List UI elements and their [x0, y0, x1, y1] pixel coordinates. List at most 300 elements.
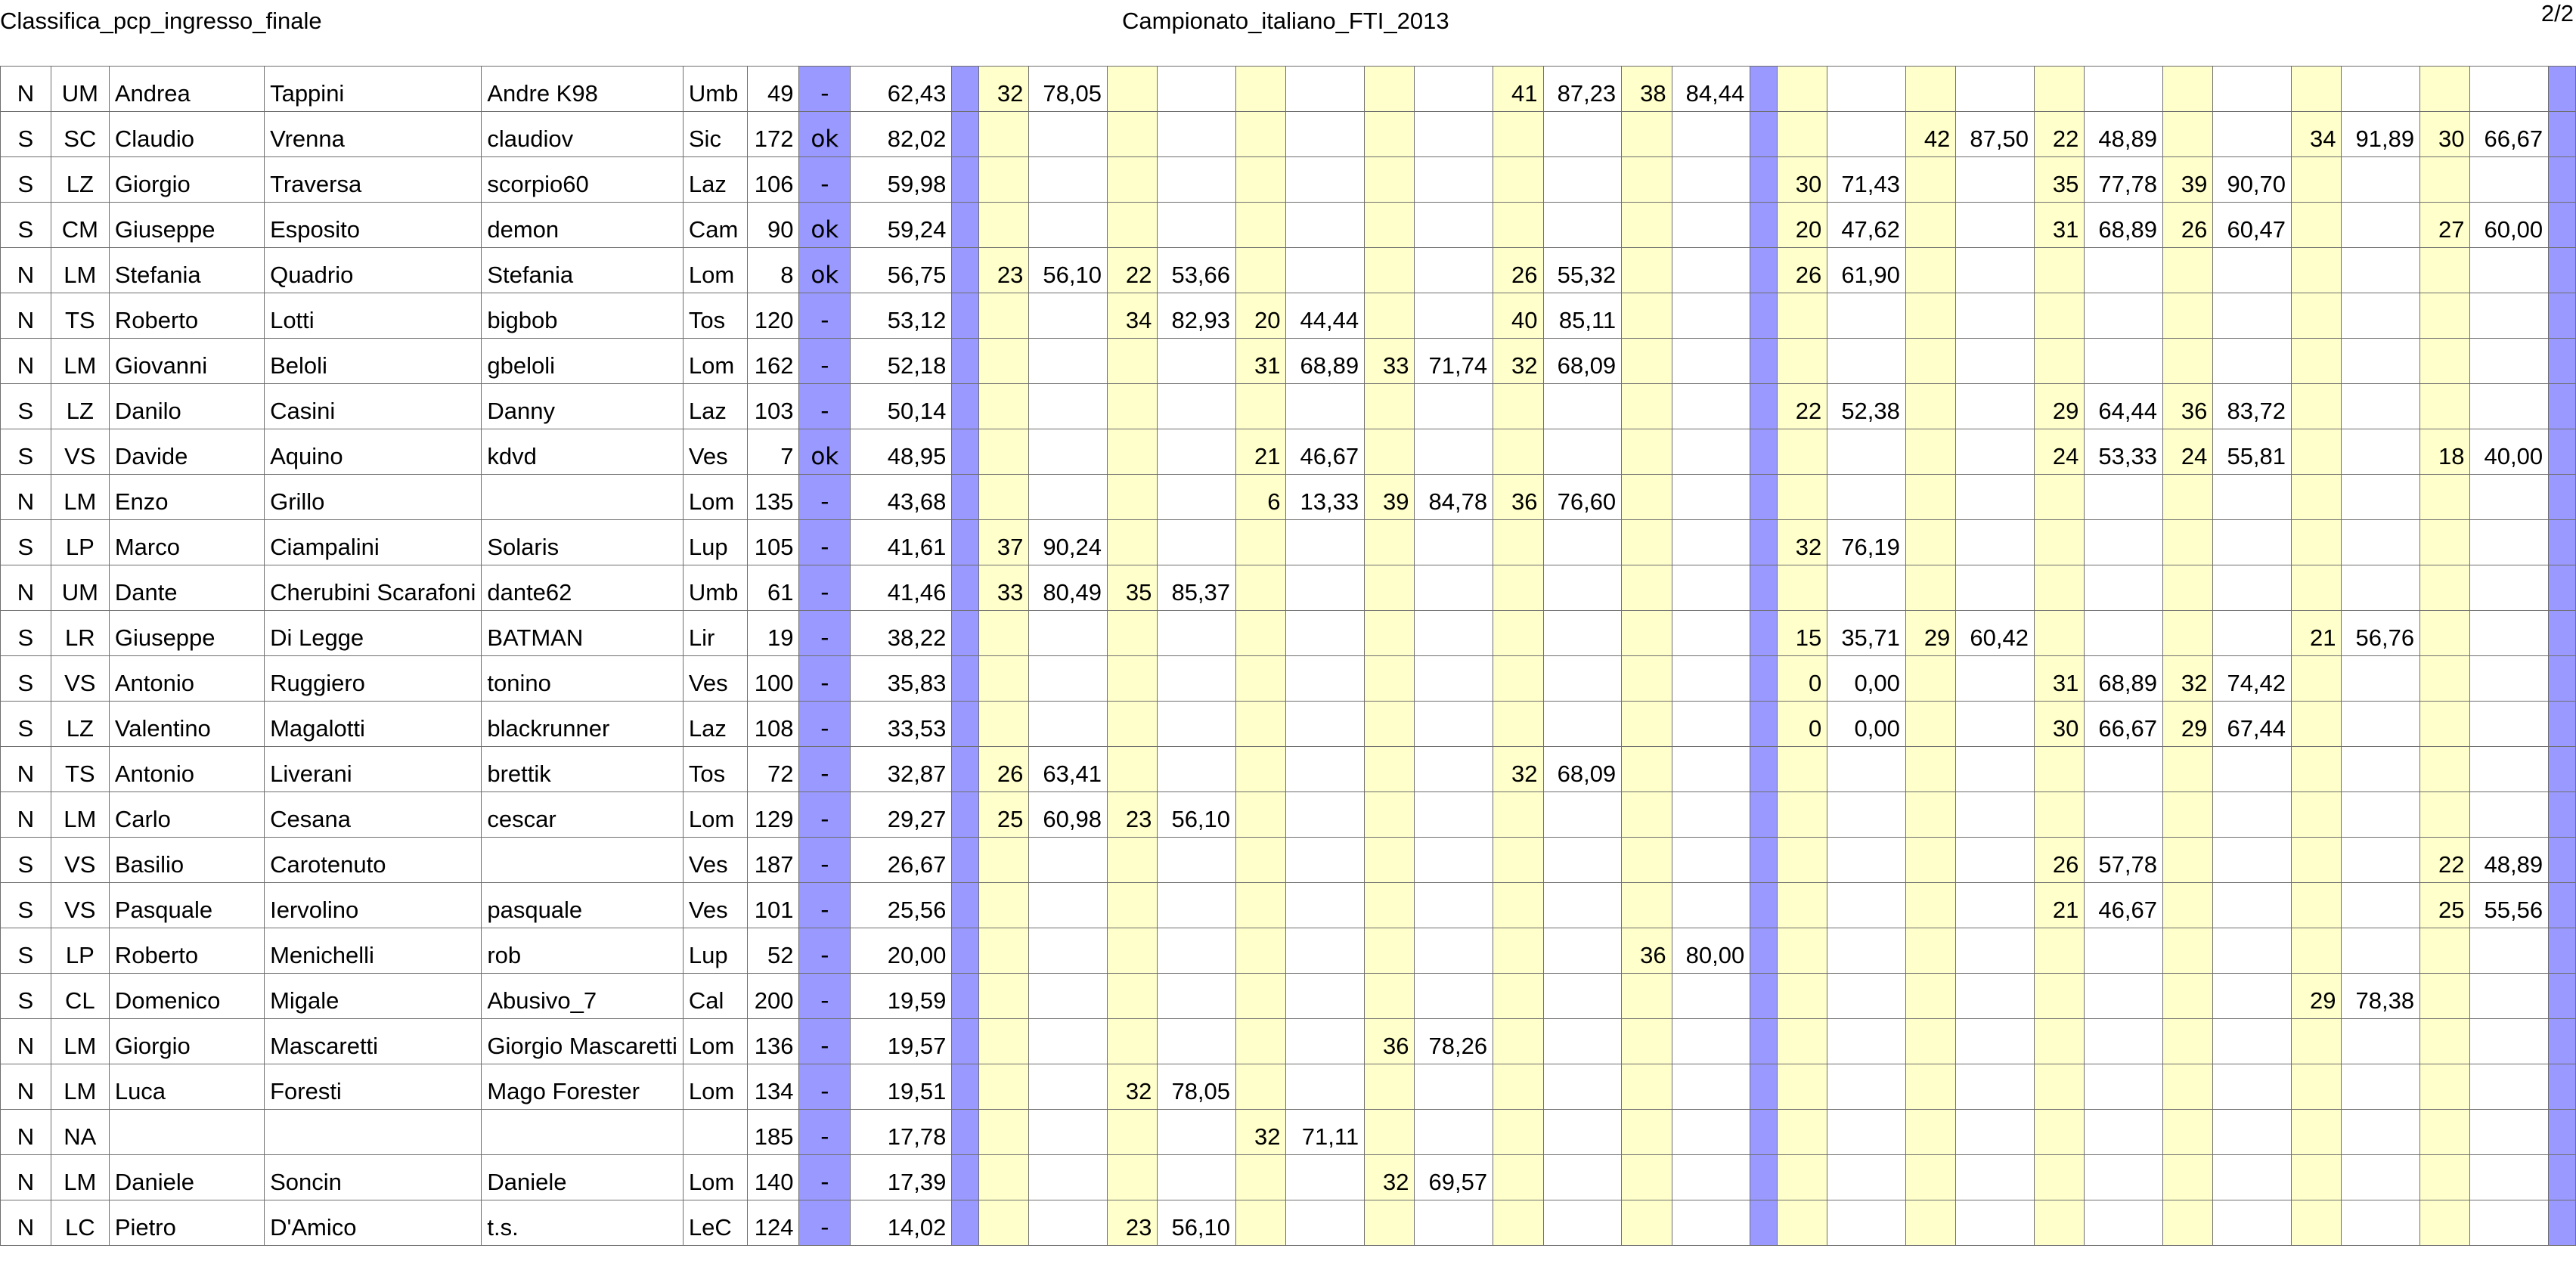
points-cell: 31 — [2034, 203, 2084, 248]
category-cell: S — [1, 384, 51, 429]
points-cell: 22 — [2420, 838, 2470, 883]
separator-cell — [2549, 883, 2576, 928]
separator-cell — [952, 475, 979, 520]
points-cell — [978, 293, 1028, 339]
points-cell: 35 — [2034, 157, 2084, 203]
first-name-cell: Danilo — [109, 384, 264, 429]
points-cell — [1622, 384, 1672, 429]
percent-cell — [2470, 747, 2549, 792]
separator-cell — [2549, 611, 2576, 656]
nickname-cell: gbeloli — [482, 339, 684, 384]
points-cell — [2292, 384, 2342, 429]
points-cell — [1622, 1064, 1672, 1110]
percent-cell — [1672, 339, 1750, 384]
points-cell — [2034, 747, 2084, 792]
region-code-cell: VS — [51, 838, 109, 883]
score-cell: 43,68 — [851, 475, 952, 520]
points-cell — [978, 384, 1028, 429]
points-cell — [1365, 1200, 1415, 1246]
points-cell — [978, 339, 1028, 384]
percent-cell: 78,05 — [1029, 67, 1108, 112]
check-cell: ok — [799, 203, 851, 248]
separator-cell — [1750, 67, 1778, 112]
percent-cell — [1286, 248, 1365, 293]
table-row — [1, 656, 2576, 702]
region-cell: Lom — [683, 1064, 747, 1110]
points-cell — [1236, 112, 1286, 157]
points-cell — [2034, 974, 2084, 1019]
points-cell — [978, 883, 1028, 928]
points-cell — [2292, 429, 2342, 475]
points-cell — [1493, 157, 1543, 203]
separator-cell — [1750, 475, 1778, 520]
percent-cell — [1543, 203, 1622, 248]
percent-cell: 78,05 — [1158, 1064, 1236, 1110]
points-cell — [2420, 1110, 2470, 1155]
region-code-cell: LM — [51, 339, 109, 384]
percent-cell — [1286, 1200, 1365, 1246]
check-cell: - — [799, 520, 851, 565]
separator-cell — [2549, 1019, 2576, 1064]
points-cell — [2162, 112, 2212, 157]
category-cell: N — [1, 67, 51, 112]
category-cell: S — [1, 702, 51, 747]
points-cell — [1107, 883, 1157, 928]
percent-cell — [1029, 702, 1108, 747]
percent-cell — [1415, 656, 1493, 702]
region-code-cell: VS — [51, 883, 109, 928]
percent-cell — [2213, 928, 2292, 974]
points-cell — [2420, 1064, 2470, 1110]
separator-cell — [1750, 384, 1778, 429]
percent-cell — [1956, 339, 2035, 384]
score-cell: 38,22 — [851, 611, 952, 656]
separator-cell — [1750, 112, 1778, 157]
percent-cell — [1158, 928, 1236, 974]
first-name-cell: Claudio — [109, 112, 264, 157]
points-cell: 0 — [1777, 702, 1827, 747]
region-cell: Cal — [683, 974, 747, 1019]
percent-cell — [1158, 883, 1236, 928]
check-cell: ok — [799, 112, 851, 157]
points-cell — [1493, 974, 1543, 1019]
score-cell: 29,27 — [851, 792, 952, 838]
points-cell — [2034, 1064, 2084, 1110]
table-row — [1, 248, 2576, 293]
points-cell — [1493, 112, 1543, 157]
first-name-cell: Carlo — [109, 792, 264, 838]
percent-cell: 66,67 — [2085, 702, 2163, 747]
percent-cell — [1827, 838, 1906, 883]
table-row — [1, 1110, 2576, 1155]
last-name-cell: Aquino — [265, 429, 482, 475]
last-name-cell: Mascaretti — [265, 1019, 482, 1064]
score-cell: 19,51 — [851, 1064, 952, 1110]
region-code-cell: LR — [51, 611, 109, 656]
points-cell — [1107, 384, 1157, 429]
points-cell — [1493, 1200, 1543, 1246]
percent-cell — [1286, 203, 1365, 248]
nickname-cell — [482, 1110, 684, 1155]
points-cell: 26 — [978, 747, 1028, 792]
percent-cell: 56,76 — [2342, 611, 2420, 656]
points-cell — [1905, 792, 1955, 838]
percent-cell: 53,66 — [1158, 248, 1236, 293]
points-cell — [2162, 1064, 2212, 1110]
points-cell: 34 — [2292, 112, 2342, 157]
points-cell — [1905, 1019, 1955, 1064]
percent-cell: 63,41 — [1029, 747, 1108, 792]
separator-cell — [2549, 429, 2576, 475]
points-cell — [2162, 1019, 2212, 1064]
region-code-cell: UM — [51, 67, 109, 112]
check-cell: - — [799, 792, 851, 838]
separator-cell — [952, 747, 979, 792]
nickname-cell: rob — [482, 928, 684, 974]
percent-cell — [1029, 656, 1108, 702]
percent-cell — [2085, 520, 2163, 565]
points-cell — [1236, 702, 1286, 747]
percent-cell: 64,44 — [2085, 384, 2163, 429]
separator-cell — [2549, 520, 2576, 565]
category-cell: S — [1, 883, 51, 928]
points-cell — [2292, 656, 2342, 702]
separator-cell — [2549, 67, 2576, 112]
points-cell — [1493, 520, 1543, 565]
category-cell: S — [1, 974, 51, 1019]
percent-cell — [2470, 1019, 2549, 1064]
points-cell — [1107, 838, 1157, 883]
first-name-cell: Giuseppe — [109, 203, 264, 248]
percent-cell — [1672, 520, 1750, 565]
check-cell: - — [799, 838, 851, 883]
category-cell: N — [1, 248, 51, 293]
points-cell: 23 — [1107, 792, 1157, 838]
percent-cell — [1158, 339, 1236, 384]
check-cell: - — [799, 656, 851, 702]
table-row — [1, 974, 2576, 1019]
points-cell — [978, 1155, 1028, 1200]
points-cell — [1365, 928, 1415, 974]
percent-cell — [1827, 1110, 1906, 1155]
nickname-cell: claudiov — [482, 112, 684, 157]
points-cell — [978, 702, 1028, 747]
points-cell — [1493, 429, 1543, 475]
percent-cell — [2342, 248, 2420, 293]
points-cell — [1236, 838, 1286, 883]
points-cell — [1905, 747, 1955, 792]
points-cell — [2162, 1110, 2212, 1155]
points-cell: 29 — [2162, 702, 2212, 747]
check-cell: ok — [799, 248, 851, 293]
table-row — [1, 1200, 2576, 1246]
region-code-cell: SC — [51, 112, 109, 157]
score-cell: 32,87 — [851, 747, 952, 792]
points-cell — [978, 429, 1028, 475]
percent-cell — [2085, 67, 2163, 112]
points-cell — [2162, 339, 2212, 384]
category-cell: S — [1, 157, 51, 203]
points-cell — [1107, 1110, 1157, 1155]
last-name-cell: Menichelli — [265, 928, 482, 974]
points-cell: 35 — [1107, 565, 1157, 611]
separator-cell — [2549, 112, 2576, 157]
separator-cell — [952, 112, 979, 157]
nickname-cell — [482, 838, 684, 883]
id-cell: 162 — [747, 339, 799, 384]
first-name-cell: Roberto — [109, 293, 264, 339]
points-cell — [2292, 1200, 2342, 1246]
separator-cell — [2549, 1110, 2576, 1155]
points-cell — [1365, 520, 1415, 565]
points-cell — [2162, 838, 2212, 883]
points-cell — [1905, 1110, 1955, 1155]
points-cell — [1107, 702, 1157, 747]
category-cell: S — [1, 520, 51, 565]
percent-cell — [1029, 883, 1108, 928]
percent-cell — [1956, 520, 2035, 565]
percent-cell — [2470, 974, 2549, 1019]
points-cell — [1622, 475, 1672, 520]
percent-cell — [1029, 1155, 1108, 1200]
points-cell — [1777, 1110, 1827, 1155]
points-cell — [2034, 792, 2084, 838]
points-cell — [2292, 520, 2342, 565]
points-cell — [2292, 1110, 2342, 1155]
percent-cell: 68,09 — [1543, 747, 1622, 792]
points-cell — [978, 1064, 1028, 1110]
separator-cell — [1750, 1155, 1778, 1200]
points-cell — [2420, 656, 2470, 702]
points-cell — [1622, 883, 1672, 928]
points-cell — [1493, 1064, 1543, 1110]
points-cell — [2292, 157, 2342, 203]
percent-cell — [1672, 883, 1750, 928]
first-name-cell: Enzo — [109, 475, 264, 520]
points-cell: 20 — [1236, 293, 1286, 339]
category-cell: N — [1, 792, 51, 838]
category-cell: N — [1, 475, 51, 520]
category-cell: S — [1, 656, 51, 702]
percent-cell — [1672, 293, 1750, 339]
percent-cell — [1672, 565, 1750, 611]
region-cell: Laz — [683, 702, 747, 747]
score-cell: 41,61 — [851, 520, 952, 565]
separator-cell — [2549, 565, 2576, 611]
percent-cell — [1827, 792, 1906, 838]
first-name-cell: Stefania — [109, 248, 264, 293]
score-cell: 52,18 — [851, 339, 952, 384]
separator-cell — [952, 656, 979, 702]
region-cell: Lup — [683, 520, 747, 565]
percent-cell — [2213, 248, 2292, 293]
percent-cell — [2213, 1200, 2292, 1246]
percent-cell: 80,49 — [1029, 565, 1108, 611]
last-name-cell: Tappini — [265, 67, 482, 112]
points-cell — [2292, 792, 2342, 838]
score-cell: 20,00 — [851, 928, 952, 974]
percent-cell — [2470, 1064, 2549, 1110]
percent-cell — [1827, 1064, 1906, 1110]
percent-cell — [1956, 928, 2035, 974]
points-cell: 29 — [2292, 974, 2342, 1019]
percent-cell — [2342, 1200, 2420, 1246]
percent-cell — [1543, 1155, 1622, 1200]
percent-cell — [1286, 1155, 1365, 1200]
percent-cell — [1543, 1064, 1622, 1110]
percent-cell — [1286, 67, 1365, 112]
percent-cell — [2085, 1110, 2163, 1155]
first-name-cell: Basilio — [109, 838, 264, 883]
region-code-cell: LZ — [51, 702, 109, 747]
separator-cell — [1750, 429, 1778, 475]
points-cell — [1365, 112, 1415, 157]
points-cell — [1236, 974, 1286, 1019]
points-cell — [1777, 565, 1827, 611]
separator-cell — [1750, 883, 1778, 928]
points-cell — [2292, 565, 2342, 611]
first-name-cell: Andrea — [109, 67, 264, 112]
points-cell: 0 — [1777, 656, 1827, 702]
percent-cell — [1672, 1064, 1750, 1110]
points-cell — [1622, 339, 1672, 384]
points-cell — [1107, 475, 1157, 520]
score-cell: 82,02 — [851, 112, 952, 157]
region-cell: Umb — [683, 67, 747, 112]
points-cell: 24 — [2162, 429, 2212, 475]
percent-cell — [1029, 974, 1108, 1019]
nickname-cell: kdvd — [482, 429, 684, 475]
points-cell: 36 — [1622, 928, 1672, 974]
percent-cell — [1543, 883, 1622, 928]
region-cell: Lup — [683, 928, 747, 974]
score-cell: 17,78 — [851, 1110, 952, 1155]
points-cell — [1905, 1200, 1955, 1246]
points-cell — [1236, 1019, 1286, 1064]
percent-cell — [1956, 384, 2035, 429]
points-cell — [2034, 611, 2084, 656]
points-cell — [1365, 1110, 1415, 1155]
id-cell: 136 — [747, 1019, 799, 1064]
percent-cell: 68,09 — [1543, 339, 1622, 384]
separator-cell — [2549, 1200, 2576, 1246]
points-cell — [1107, 203, 1157, 248]
points-cell — [1365, 248, 1415, 293]
points-cell — [2292, 1019, 2342, 1064]
category-cell: N — [1, 1064, 51, 1110]
id-cell: 100 — [747, 656, 799, 702]
last-name-cell — [265, 1110, 482, 1155]
separator-cell — [952, 1019, 979, 1064]
region-code-cell: TS — [51, 293, 109, 339]
points-cell: 32 — [1107, 1064, 1157, 1110]
points-cell: 32 — [1493, 747, 1543, 792]
percent-cell — [2213, 1064, 2292, 1110]
check-cell: - — [799, 1200, 851, 1246]
table-row — [1, 203, 2576, 248]
percent-cell — [2342, 1019, 2420, 1064]
nickname-cell: pasquale — [482, 883, 684, 928]
percent-cell — [1029, 203, 1108, 248]
region-cell: Ves — [683, 429, 747, 475]
separator-cell — [952, 203, 979, 248]
points-cell — [1236, 384, 1286, 429]
percent-cell: 84,44 — [1672, 67, 1750, 112]
points-cell: 41 — [1493, 67, 1543, 112]
percent-cell — [1956, 1019, 2035, 1064]
percent-cell — [2213, 565, 2292, 611]
separator-cell — [2549, 384, 2576, 429]
percent-cell — [2213, 475, 2292, 520]
separator-cell — [1750, 702, 1778, 747]
separator-cell — [952, 384, 979, 429]
first-name-cell: Valentino — [109, 702, 264, 747]
region-cell: LeC — [683, 1200, 747, 1246]
region-cell: Lom — [683, 248, 747, 293]
separator-cell — [952, 838, 979, 883]
percent-cell — [1956, 974, 2035, 1019]
id-cell: 172 — [747, 112, 799, 157]
points-cell: 32 — [1777, 520, 1827, 565]
percent-cell — [1543, 112, 1622, 157]
separator-cell — [952, 1064, 979, 1110]
percent-cell: 68,89 — [2085, 203, 2163, 248]
separator-cell — [2549, 1064, 2576, 1110]
points-cell — [1905, 203, 1955, 248]
percent-cell — [1672, 838, 1750, 883]
points-cell — [2292, 339, 2342, 384]
points-cell — [1493, 928, 1543, 974]
percent-cell: 87,23 — [1543, 67, 1622, 112]
percent-cell — [1158, 384, 1236, 429]
points-cell — [1777, 928, 1827, 974]
last-name-cell: Vrenna — [265, 112, 482, 157]
points-cell: 30 — [2420, 112, 2470, 157]
points-cell — [1493, 203, 1543, 248]
percent-cell — [1956, 248, 2035, 293]
points-cell: 24 — [2034, 429, 2084, 475]
percent-cell — [1956, 429, 2035, 475]
region-code-cell: LP — [51, 928, 109, 974]
points-cell — [2162, 1200, 2212, 1246]
document-title: Classifica_pcp_ingresso_finale — [0, 8, 322, 34]
separator-cell — [2549, 293, 2576, 339]
separator-cell — [1750, 928, 1778, 974]
points-cell: 40 — [1493, 293, 1543, 339]
percent-cell — [1672, 1200, 1750, 1246]
percent-cell — [1956, 702, 2035, 747]
points-cell — [1622, 1200, 1672, 1246]
region-code-cell: LM — [51, 792, 109, 838]
points-cell — [1107, 520, 1157, 565]
last-name-cell: Magalotti — [265, 702, 482, 747]
nickname-cell: Mago Forester — [482, 1064, 684, 1110]
separator-cell — [2549, 838, 2576, 883]
points-cell — [2292, 1064, 2342, 1110]
check-cell: - — [799, 67, 851, 112]
points-cell — [2420, 747, 2470, 792]
first-name-cell: Dante — [109, 565, 264, 611]
separator-cell — [952, 429, 979, 475]
points-cell — [1777, 112, 1827, 157]
points-cell: 21 — [2292, 611, 2342, 656]
id-cell: 124 — [747, 1200, 799, 1246]
percent-cell — [1956, 1200, 2035, 1246]
points-cell — [2162, 293, 2212, 339]
percent-cell — [1956, 157, 2035, 203]
check-cell: - — [799, 702, 851, 747]
percent-cell — [1672, 702, 1750, 747]
